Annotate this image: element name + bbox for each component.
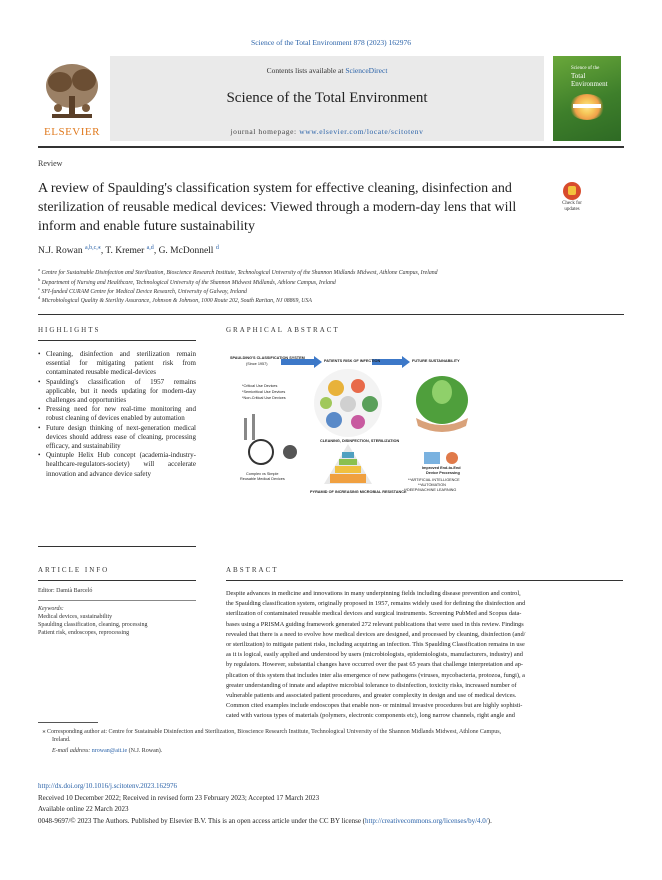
license-line	[38, 817, 638, 825]
doi-link[interactable]: http://dx.doi.org/10.1016/j.scitotenv.2023.162976	[38, 782, 178, 790]
email-link[interactable]: nrowan@ait.ie	[91, 748, 128, 754]
ga-col1-title: SPAULDING'S CLASSIFICATION SYSTEM	[230, 356, 305, 360]
license-link[interactable]: http://creativecommons.org/licenses/by/4.0/	[365, 817, 488, 825]
abstract-line: sterilization of contaminated reusable medical devices and surgical instruments. Screening PubMed and Scopus data-	[226, 610, 522, 618]
abstract-line: bases using a PRISMA guiding framework generated 272 relevant publications that were used in this review. Findings	[226, 620, 524, 628]
author-name[interactable]: G. McDonnell	[158, 246, 214, 257]
affiliation-sup: b	[38, 277, 41, 282]
affiliation	[38, 286, 247, 295]
editor-rule	[38, 600, 196, 601]
footnote	[38, 728, 624, 735]
cover-line1: Science of the	[571, 66, 600, 71]
email-line	[52, 748, 638, 754]
abstract-line: revealed that there is a need to evolve how medical devices are designed, and processed by cleaning, disinfection (and/	[226, 630, 526, 638]
affiliation-sup: d	[38, 295, 41, 300]
footnote-line2: Ireland.	[52, 737, 71, 743]
ga-complex-2: Reusable Medical Devices	[240, 477, 285, 481]
ga-col2-title: PATIENTS RISK OF INFECTION	[324, 359, 381, 363]
journal-cover[interactable]	[553, 56, 621, 141]
ga-ai: **ARTIFICIAL INTELLIGENCE	[408, 478, 460, 482]
footnote-rule	[38, 722, 98, 723]
ga-pyramid-label: PYRAMID OF INCREASING MICROBIAL RESISTANCE	[310, 490, 407, 494]
article-type: Review	[38, 159, 63, 168]
highlight-item: • Pressing need for new real-time monitoring and robust cleaning of devices enabled by automation	[38, 405, 196, 423]
publisher-name: ELSEVIER	[44, 126, 100, 138]
abstract-line: Common cited examples include endoscopes that enable non- or minimal invasive procedures but are highly sophisti-	[226, 702, 523, 710]
affiliation-sup: a	[38, 267, 40, 272]
highlight-item: • Cleaning, disinfection and sterilization remain essential for mitigating patient risk from contaminated reusable medical-devices	[38, 350, 196, 378]
contents-prefix: Contents lists available at	[266, 66, 344, 75]
ga-col3-title: FUTURE SUSTAINABILITY	[412, 359, 460, 363]
abstract-line: the Spaulding classification system, originally proposed in 1957, remains widely used for defining the disinfection and	[226, 600, 526, 608]
check-updates-line2: updates	[564, 207, 580, 212]
contents-line	[110, 66, 544, 75]
license-prefix: 0048-9697/© 2023 The Authors. Published by Elsevier B.V. This is an open access article under the CC BY license (	[38, 817, 366, 825]
abstract-line: cated with various types of materials (polymers, electronic components etc), long narrow channels, right angle and	[226, 712, 515, 720]
graphical-abstract-heading: GRAPHICAL ABSTRACT	[226, 326, 340, 334]
highlights-heading: HIGHLIGHTS	[38, 326, 101, 334]
homepage-prefix: journal homepage:	[230, 127, 297, 136]
journal-reference[interactable]: Science of the Total Environment 878 (2023) 162976	[251, 38, 411, 47]
ga-ml: **DEEP/MACHINE LEARNING	[404, 488, 457, 492]
abstract-line: or sterilization) to mitigate patient risks, including acquiring an infection. This Spaulding Classification remains in use	[226, 641, 525, 649]
abstract-line: plication of this system that includes inter alia emergence of new pathogens (viruses, mycobacteria, protozoa, fungi), a	[226, 671, 525, 679]
footnote-marker: ⁎	[42, 729, 46, 735]
received-dates: Received 10 December 2022; Received in revised form 23 February 2023; Accepted 17 March 2023	[38, 794, 320, 802]
article-title: A review of Spaulding's classification system for effective cleaning, disinfection and sterilization of reusable medical devices: Viewed through a modern-day lens that will inform and enable future sustainability	[38, 181, 517, 234]
affiliation-text: SFI-funded CURAM Centre for Medical Device Research, University of Galway, Ireland	[41, 288, 247, 295]
sciencedirect-link[interactable]: ScienceDirect	[345, 66, 388, 75]
affiliation	[38, 295, 312, 304]
ga-improved-2: Device Processing	[426, 471, 460, 475]
affiliation	[38, 267, 438, 276]
highlight-item: • Quintuple Helix Hub concept (academia-industry-healthcare-regulators-society) will accelerate innovation and advance device safety	[38, 451, 196, 479]
abstract-line: as it is logical, easily applied and understood by users (microbiologists, epidemiologists, manufacturers, industry) and	[226, 651, 523, 659]
journal-title: Science of the Total Environment	[226, 90, 428, 106]
ga-complex-1: Complex vs Simple	[246, 472, 279, 476]
keyword[interactable]: Spaulding classification, cleaning, processing	[38, 622, 148, 628]
affiliation-text: Microbiological Quality & Sterility Assurance, Johnson & Johnson, 1000 Route 202, South Raritan, NJ 08869, USA	[41, 297, 312, 304]
ga-list-item: *Semicritical Use Devices	[242, 390, 286, 394]
affiliations-rule	[38, 314, 624, 315]
email-label: E-mail address:	[52, 748, 91, 754]
header-rule	[38, 146, 624, 148]
ga-col1-sub: (Since 1957)	[246, 362, 268, 366]
highlights-rule-bottom	[38, 546, 196, 547]
abstract-rule	[226, 580, 623, 581]
affiliation-text: Centre for Sustainable Disinfection and Sterilization, Bioscience Research Institute, Technological University of the Shannon Midlands Midwest, Athlone Campus, Ireland	[41, 269, 438, 276]
article-info-heading: ARTICLE INFO	[38, 566, 110, 574]
author-affil-sup[interactable]: a,d	[146, 245, 154, 251]
ga-list-item: *Non-Critical Use Devices	[242, 396, 286, 400]
abstract-line: greater understanding of innate and adaptive microbial tolerance to disinfection, toxicity risks, increased number of	[226, 681, 517, 689]
article-info-rule	[38, 580, 196, 581]
footnote-text: Corresponding author at: Centre for Sustainable Disinfection and Sterilization, Bioscience Research Institute, Technological University of the Shannon Midlands Midwest, Athlone Campus,	[47, 729, 502, 735]
check-updates-label	[557, 201, 587, 213]
graphical-abstract-figure[interactable]	[226, 348, 488, 498]
check-for-updates-button[interactable]	[557, 182, 587, 216]
highlight-item: • Spaulding's classification of 1957 remains applicable, but it needs updating for modern-day challenges and opportunities	[38, 378, 196, 406]
author-list: N.J. Rowan $^{a,b,c,⁎}$, T. Kremer $^{a,d}$, G. McDonnell $^d$	[38, 245, 219, 257]
affiliation-sup: c	[38, 286, 40, 291]
abstract-line: by regulators. However, substantial changes have occurred over the past 65 years that challenge interpretation and ap-	[226, 661, 523, 669]
cover-band	[573, 104, 601, 108]
homepage-link[interactable]: www.elsevier.com/locate/scitotenv	[299, 127, 424, 136]
author-affil-sup[interactable]: d	[215, 245, 219, 251]
check-updates-icon	[563, 182, 581, 200]
affiliation	[38, 277, 336, 286]
author-affil-sup[interactable]: a,b,c,⁎	[84, 245, 101, 251]
abstract-heading: ABSTRACT	[226, 566, 279, 574]
available-online: Available online 22 March 2023	[38, 805, 129, 813]
ga-list-item: *Critical Use Devices	[242, 384, 278, 388]
cover-line2: Total Environment	[571, 72, 608, 88]
check-updates-line1: Check for	[562, 201, 582, 206]
author-name[interactable]: N.J. Rowan	[38, 246, 83, 257]
highlights-rule-top	[38, 340, 196, 341]
author-name[interactable]: T. Kremer	[105, 246, 145, 257]
license-suffix: ).	[487, 817, 492, 825]
editor: Editor: Damià Barceló	[38, 588, 93, 594]
affiliation-text: Department of Nursing and Healthcare, Technological University of the Shannon Midwest Midlands, Athlone Campus, Ireland	[41, 279, 336, 286]
keywords-label: Keywords:	[38, 606, 64, 612]
abstract-line: vulnerable patients and associated patient procedures, and greater complexity in design and use of medical devices.	[226, 692, 517, 700]
journal-homepage	[110, 127, 544, 136]
email-name: (N.J. Rowan).	[128, 748, 163, 754]
abstract-text	[226, 589, 623, 722]
highlight-item: • Future design thinking of next-generation medical devices should address ease of cleaning, processing efficacy, and sustainability	[38, 424, 196, 452]
ga-automation: **AUTOMATION	[418, 483, 446, 487]
ga-improved-1: Improved End-to-End	[422, 466, 461, 470]
ga-mid-label: CLEANING, DISINFECTION, STERILIZATION	[320, 439, 400, 443]
keyword[interactable]: Medical devices, sustainability	[38, 614, 113, 620]
highlights-list	[38, 350, 196, 479]
abstract-line: Despite advances in medicine and innovations in many underpinning fields including disease prevention and control,	[226, 590, 521, 597]
keyword[interactable]: Patient risk, endoscopes, reprocessing	[38, 630, 130, 636]
